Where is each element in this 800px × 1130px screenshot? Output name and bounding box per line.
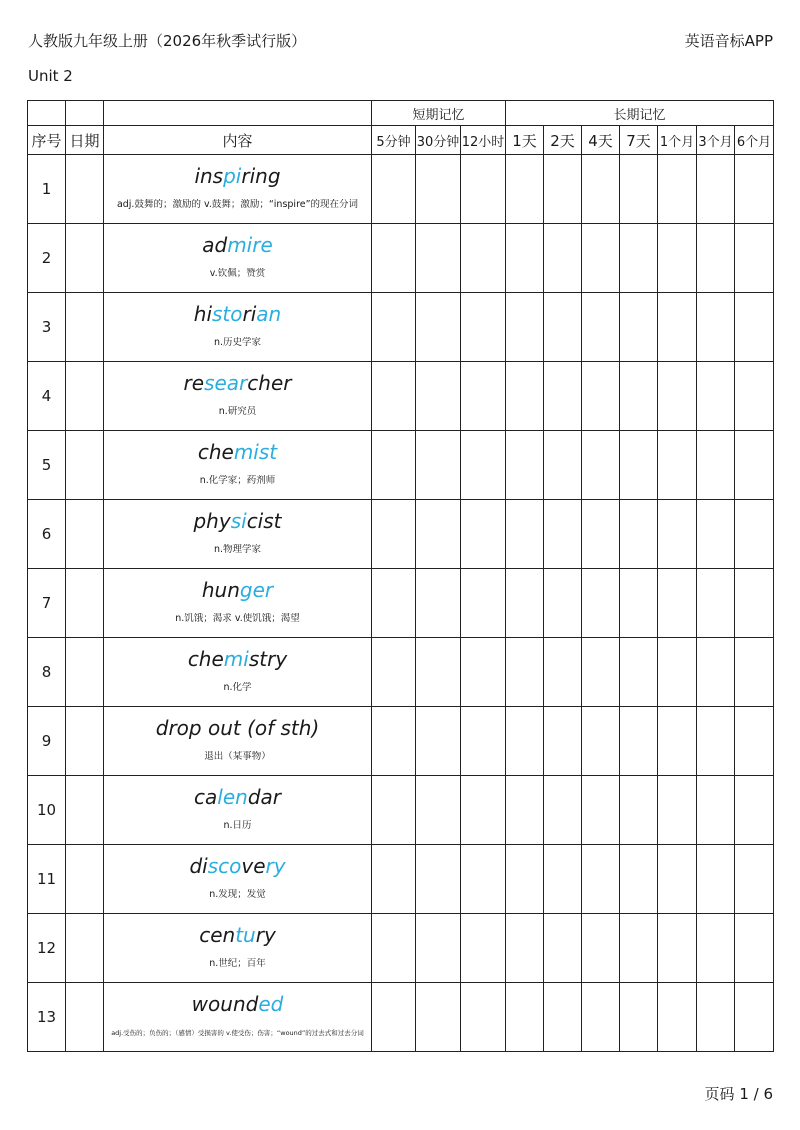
review-checkbox-cell[interactable]: [582, 362, 620, 431]
table-row: [28, 707, 774, 776]
stressed-syllable: ry: [265, 854, 286, 878]
interval-header: 4天: [582, 126, 620, 155]
review-checkbox-cell[interactable]: [506, 431, 544, 500]
review-checkbox-cell[interactable]: [372, 431, 416, 500]
stressed-syllable: tu: [235, 923, 256, 947]
review-checkbox-cell[interactable]: [697, 500, 735, 569]
review-checkbox-cell[interactable]: [582, 707, 620, 776]
review-checkbox-cell[interactable]: [735, 983, 774, 1052]
date-cell[interactable]: [66, 845, 104, 914]
review-checkbox-cell[interactable]: [372, 707, 416, 776]
review-checkbox-cell[interactable]: [372, 155, 416, 224]
review-checkbox-cell[interactable]: [416, 707, 461, 776]
table-row: [28, 293, 774, 362]
row-number: 13: [28, 983, 66, 1052]
content-cell: [104, 224, 372, 293]
date-cell[interactable]: [66, 293, 104, 362]
syllable: ins: [194, 164, 224, 188]
review-checkbox-cell[interactable]: [658, 776, 697, 845]
stressed-syllable: mist: [233, 440, 278, 464]
review-checkbox-cell[interactable]: [544, 362, 582, 431]
content-cell: [104, 431, 372, 500]
stressed-syllable: ed: [258, 992, 284, 1016]
syllable: hun: [201, 578, 240, 602]
vocab-word: [104, 922, 371, 948]
date-cell[interactable]: [66, 431, 104, 500]
syllable: stry: [248, 647, 288, 671]
word-meaning: n.饥饿；渴求 v.使饥饿；渴望: [175, 613, 300, 624]
review-checkbox-cell[interactable]: [461, 914, 506, 983]
review-checkbox-cell[interactable]: [582, 293, 620, 362]
row-number: 9: [28, 707, 66, 776]
review-checkbox-cell[interactable]: [544, 638, 582, 707]
review-checkbox-cell[interactable]: [697, 845, 735, 914]
syllable: phy: [193, 509, 231, 533]
date-cell[interactable]: [66, 707, 104, 776]
review-checkbox-cell[interactable]: [620, 845, 658, 914]
vocabulary-table: [27, 100, 774, 1052]
review-checkbox-cell[interactable]: [620, 914, 658, 983]
review-checkbox-cell[interactable]: [620, 293, 658, 362]
word-meaning: n.化学: [223, 682, 252, 693]
interval-header: 6个月: [735, 126, 774, 155]
content-cell: [104, 914, 372, 983]
syllable: ad: [202, 233, 228, 257]
review-checkbox-cell[interactable]: [416, 569, 461, 638]
row-number: 2: [28, 224, 66, 293]
review-checkbox-cell[interactable]: [620, 638, 658, 707]
review-checkbox-cell[interactable]: [658, 362, 697, 431]
table-row: [28, 500, 774, 569]
date-cell[interactable]: [66, 500, 104, 569]
syllable: cist: [246, 509, 282, 533]
syllable: ry: [255, 923, 276, 947]
review-checkbox-cell[interactable]: [697, 569, 735, 638]
vocabulary-rows: [28, 155, 774, 1052]
blank-header: [66, 101, 104, 126]
review-checkbox-cell[interactable]: [620, 569, 658, 638]
review-checkbox-cell[interactable]: [461, 293, 506, 362]
syllable: ri: [242, 302, 257, 326]
review-checkbox-cell[interactable]: [582, 983, 620, 1052]
review-checkbox-cell[interactable]: [582, 500, 620, 569]
review-checkbox-cell[interactable]: [506, 293, 544, 362]
review-checkbox-cell[interactable]: [658, 638, 697, 707]
interval-header: 12小时: [461, 126, 506, 155]
review-checkbox-cell[interactable]: [697, 776, 735, 845]
review-checkbox-cell[interactable]: [506, 500, 544, 569]
review-checkbox-cell[interactable]: [506, 914, 544, 983]
review-checkbox-cell[interactable]: [582, 155, 620, 224]
review-checkbox-cell[interactable]: [544, 983, 582, 1052]
review-checkbox-cell[interactable]: [620, 431, 658, 500]
review-checkbox-cell[interactable]: [735, 638, 774, 707]
interval-header: 1个月: [658, 126, 697, 155]
content-cell: [104, 569, 372, 638]
review-checkbox-cell[interactable]: [461, 569, 506, 638]
vocab-word: [104, 853, 371, 879]
vocab-word: [104, 784, 371, 810]
syllable: hi: [193, 302, 212, 326]
review-checkbox-cell[interactable]: [416, 293, 461, 362]
review-checkbox-cell[interactable]: [461, 431, 506, 500]
vocab-word: [104, 301, 371, 327]
review-checkbox-cell[interactable]: [506, 638, 544, 707]
review-checkbox-cell[interactable]: [582, 569, 620, 638]
date-cell[interactable]: [66, 224, 104, 293]
content-header: 内容: [104, 126, 372, 155]
interval-header: 5分钟: [372, 126, 416, 155]
content-cell: [104, 500, 372, 569]
row-number: 6: [28, 500, 66, 569]
word-meaning: n.世纪；百年: [209, 958, 266, 969]
review-checkbox-cell[interactable]: [697, 224, 735, 293]
review-checkbox-cell[interactable]: [544, 845, 582, 914]
stressed-syllable: si: [230, 509, 247, 533]
table-row: [28, 431, 774, 500]
review-checkbox-cell[interactable]: [461, 224, 506, 293]
review-checkbox-cell[interactable]: [461, 362, 506, 431]
syllable: cen: [199, 923, 236, 947]
review-checkbox-cell[interactable]: [461, 707, 506, 776]
review-checkbox-cell[interactable]: [544, 914, 582, 983]
review-checkbox-cell[interactable]: [735, 500, 774, 569]
review-checkbox-cell[interactable]: [372, 362, 416, 431]
word-meaning: adj.受伤的；负伤的；（感情）受损害的 v.使受伤；伤害；“wound”的过去式和过去分词: [111, 1029, 364, 1037]
date-header: 日期: [66, 126, 104, 155]
stressed-syllable: ger: [239, 578, 274, 602]
syllable: cher: [247, 371, 292, 395]
review-checkbox-cell[interactable]: [372, 776, 416, 845]
review-checkbox-cell[interactable]: [582, 845, 620, 914]
review-checkbox-cell[interactable]: [658, 155, 697, 224]
word-meaning: n.日历: [223, 820, 252, 831]
review-checkbox-cell[interactable]: [658, 500, 697, 569]
review-checkbox-cell[interactable]: [582, 431, 620, 500]
table-row: [28, 638, 774, 707]
review-checkbox-cell[interactable]: [697, 983, 735, 1052]
long-term-header: 长期记忆: [506, 101, 774, 126]
review-checkbox-cell[interactable]: [506, 776, 544, 845]
review-checkbox-cell[interactable]: [461, 845, 506, 914]
review-checkbox-cell[interactable]: [582, 224, 620, 293]
table-row: [28, 224, 774, 293]
stressed-syllable: mire: [227, 233, 273, 257]
date-cell[interactable]: [66, 155, 104, 224]
review-checkbox-cell[interactable]: [735, 155, 774, 224]
review-checkbox-cell[interactable]: [735, 845, 774, 914]
word-meaning: n.化学家；药剂师: [199, 475, 276, 486]
table-row: [28, 845, 774, 914]
table-row: [28, 362, 774, 431]
review-checkbox-cell[interactable]: [416, 362, 461, 431]
review-checkbox-cell[interactable]: [416, 431, 461, 500]
vocab-word: [104, 577, 371, 603]
review-checkbox-cell[interactable]: [506, 155, 544, 224]
review-checkbox-cell[interactable]: [735, 293, 774, 362]
review-checkbox-cell[interactable]: [544, 569, 582, 638]
word-meaning: 退出（某事物）: [204, 751, 271, 762]
vocab-word: [104, 163, 371, 189]
stressed-syllable: len: [217, 785, 248, 809]
review-checkbox-cell[interactable]: [697, 431, 735, 500]
review-checkbox-cell[interactable]: [697, 362, 735, 431]
interval-header: 3个月: [697, 126, 735, 155]
review-checkbox-cell[interactable]: [461, 776, 506, 845]
review-checkbox-cell[interactable]: [416, 914, 461, 983]
review-checkbox-cell[interactable]: [544, 776, 582, 845]
table-row: [28, 914, 774, 983]
review-checkbox-cell[interactable]: [658, 914, 697, 983]
review-checkbox-cell[interactable]: [658, 431, 697, 500]
review-checkbox-cell[interactable]: [658, 707, 697, 776]
stressed-syllable: sto: [212, 302, 243, 326]
review-checkbox-cell[interactable]: [416, 776, 461, 845]
stressed-syllable: sco: [207, 854, 242, 878]
content-cell: [104, 155, 372, 224]
syllable: ca: [194, 785, 218, 809]
blank-header: [104, 101, 372, 126]
short-term-header: 短期记忆: [372, 101, 506, 126]
app-name: 英语音标APP: [684, 32, 773, 50]
date-cell[interactable]: [66, 638, 104, 707]
review-checkbox-cell[interactable]: [735, 569, 774, 638]
review-checkbox-cell[interactable]: [506, 983, 544, 1052]
review-checkbox-cell[interactable]: [697, 155, 735, 224]
review-checkbox-cell[interactable]: [416, 845, 461, 914]
review-checkbox-cell[interactable]: [506, 224, 544, 293]
review-checkbox-cell[interactable]: [658, 293, 697, 362]
word-meaning: v.钦佩；赞赏: [209, 268, 266, 279]
table-row: [28, 569, 774, 638]
word-meaning: adj.鼓舞的；激励的 v.鼓舞；激励；“inspire”的现在分词: [116, 199, 359, 210]
row-number: 11: [28, 845, 66, 914]
syllable: che: [187, 647, 224, 671]
row-number: 7: [28, 569, 66, 638]
review-checkbox-cell[interactable]: [658, 983, 697, 1052]
syllable: che: [197, 440, 234, 464]
review-checkbox-cell[interactable]: [506, 707, 544, 776]
date-cell[interactable]: [66, 776, 104, 845]
content-cell: [104, 638, 372, 707]
review-checkbox-cell[interactable]: [658, 569, 697, 638]
date-cell[interactable]: [66, 362, 104, 431]
word-meaning: n.历史学家: [213, 337, 262, 348]
row-number: 3: [28, 293, 66, 362]
vocab-word: [104, 991, 371, 1017]
interval-header: 2天: [544, 126, 582, 155]
review-checkbox-cell[interactable]: [544, 500, 582, 569]
review-checkbox-cell[interactable]: [506, 362, 544, 431]
date-cell[interactable]: [66, 569, 104, 638]
review-checkbox-cell[interactable]: [506, 569, 544, 638]
stressed-syllable: an: [256, 302, 282, 326]
review-checkbox-cell[interactable]: [372, 638, 416, 707]
review-checkbox-cell[interactable]: [697, 914, 735, 983]
date-cell[interactable]: [66, 983, 104, 1052]
blank-header: [28, 101, 66, 126]
content-cell: [104, 362, 372, 431]
review-checkbox-cell[interactable]: [620, 983, 658, 1052]
content-cell: [104, 845, 372, 914]
review-checkbox-cell[interactable]: [416, 155, 461, 224]
review-checkbox-cell[interactable]: [544, 707, 582, 776]
table-row: [28, 776, 774, 845]
review-checkbox-cell[interactable]: [372, 224, 416, 293]
review-checkbox-cell[interactable]: [735, 707, 774, 776]
table-row: [28, 983, 774, 1052]
review-checkbox-cell[interactable]: [697, 638, 735, 707]
review-checkbox-cell[interactable]: [416, 983, 461, 1052]
row-number: 8: [28, 638, 66, 707]
review-checkbox-cell[interactable]: [620, 155, 658, 224]
stressed-syllable: mi: [223, 647, 249, 671]
syllable: dar: [247, 785, 281, 809]
vocab-word: [104, 715, 371, 741]
review-checkbox-cell[interactable]: [372, 293, 416, 362]
vocab-word: [104, 370, 371, 396]
review-checkbox-cell[interactable]: [372, 569, 416, 638]
review-checkbox-cell[interactable]: [544, 431, 582, 500]
word-meaning: n.发现；发觉: [209, 889, 266, 900]
syllable: ring: [241, 164, 281, 188]
review-checkbox-cell[interactable]: [658, 845, 697, 914]
review-checkbox-cell[interactable]: [372, 845, 416, 914]
review-checkbox-cell[interactable]: [620, 362, 658, 431]
row-number: 12: [28, 914, 66, 983]
review-checkbox-cell[interactable]: [582, 638, 620, 707]
review-checkbox-cell[interactable]: [544, 155, 582, 224]
group-header-row: [28, 101, 774, 126]
word-meaning: n.研究员: [218, 406, 257, 417]
review-checkbox-cell[interactable]: [416, 224, 461, 293]
vocab-word: [104, 232, 371, 258]
vocab-word: [104, 646, 371, 672]
review-checkbox-cell[interactable]: [620, 500, 658, 569]
row-number: 10: [28, 776, 66, 845]
review-checkbox-cell[interactable]: [620, 707, 658, 776]
review-checkbox-cell[interactable]: [735, 362, 774, 431]
date-cell[interactable]: [66, 914, 104, 983]
stressed-syllable: pi: [223, 164, 242, 188]
content-cell: [104, 707, 372, 776]
column-header-row: [28, 126, 774, 155]
table-row: [28, 155, 774, 224]
review-checkbox-cell[interactable]: [372, 500, 416, 569]
syllable: wound: [191, 992, 259, 1016]
review-checkbox-cell[interactable]: [372, 983, 416, 1052]
review-checkbox-cell[interactable]: [697, 707, 735, 776]
interval-header: 7天: [620, 126, 658, 155]
syllable: drop out (of sth): [155, 716, 320, 740]
review-checkbox-cell[interactable]: [735, 914, 774, 983]
review-checkbox-cell[interactable]: [658, 224, 697, 293]
review-checkbox-cell[interactable]: [416, 638, 461, 707]
review-checkbox-cell[interactable]: [582, 776, 620, 845]
interval-header: 1天: [506, 126, 544, 155]
page-number: 页码 1 / 6: [704, 1085, 773, 1103]
review-checkbox-cell[interactable]: [735, 776, 774, 845]
syllable: di: [189, 854, 208, 878]
review-checkbox-cell[interactable]: [735, 431, 774, 500]
unit-label: Unit 2: [28, 67, 73, 85]
content-cell: [104, 776, 372, 845]
vocab-word: [104, 508, 371, 534]
review-checkbox-cell[interactable]: [544, 224, 582, 293]
review-checkbox-cell[interactable]: [506, 845, 544, 914]
review-checkbox-cell[interactable]: [461, 500, 506, 569]
word-meaning: n.物理学家: [213, 544, 262, 555]
document-title: 人教版九年级上册（2026年秋季试行版）: [28, 32, 307, 50]
row-number: 4: [28, 362, 66, 431]
syllable: ve: [241, 854, 266, 878]
review-checkbox-cell[interactable]: [544, 293, 582, 362]
review-checkbox-cell[interactable]: [461, 155, 506, 224]
content-cell: [104, 293, 372, 362]
vocab-word: [104, 439, 371, 465]
syllable: re: [183, 371, 205, 395]
review-checkbox-cell[interactable]: [461, 638, 506, 707]
review-checkbox-cell[interactable]: [461, 983, 506, 1052]
index-header: 序号: [28, 126, 66, 155]
row-number: 5: [28, 431, 66, 500]
review-checkbox-cell[interactable]: [620, 224, 658, 293]
review-checkbox-cell[interactable]: [620, 776, 658, 845]
review-checkbox-cell[interactable]: [372, 914, 416, 983]
review-checkbox-cell[interactable]: [697, 293, 735, 362]
stressed-syllable: sear: [204, 371, 248, 395]
review-checkbox-cell[interactable]: [416, 500, 461, 569]
review-checkbox-cell[interactable]: [735, 224, 774, 293]
content-cell: [104, 983, 372, 1052]
review-checkbox-cell[interactable]: [582, 914, 620, 983]
row-number: 1: [28, 155, 66, 224]
interval-header: 30分钟: [416, 126, 461, 155]
